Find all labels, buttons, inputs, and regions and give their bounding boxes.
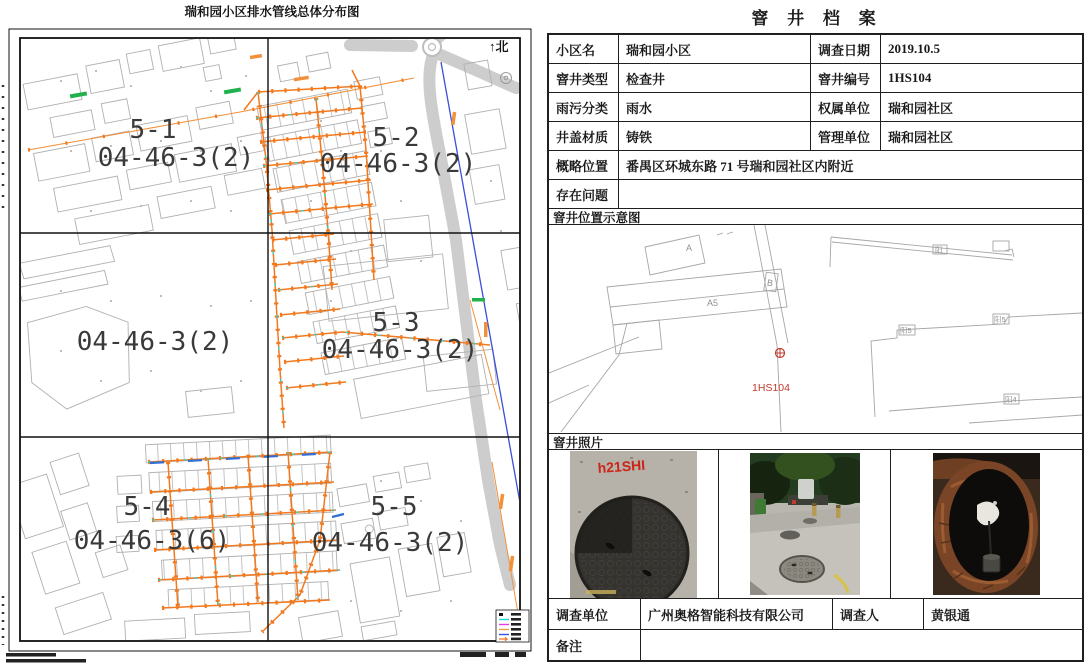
- photos-row: [549, 450, 1082, 599]
- field-label: 存在问题: [549, 180, 619, 208]
- archive-title: 窨 井 档 案: [751, 9, 883, 28]
- pipeline-map-panel: [0, 0, 544, 664]
- field-label: 备注: [549, 630, 641, 660]
- photo-cell: [891, 450, 1082, 598]
- table-row: [549, 151, 1082, 180]
- section-id: 5-5: [370, 492, 418, 522]
- roundabout: [423, 38, 441, 56]
- field-label: 井盖材质: [549, 122, 619, 150]
- sketch-building-label: A5: [707, 298, 719, 308]
- sketch-building-label: 阳4: [1005, 395, 1017, 404]
- section-id: 5-3: [372, 308, 420, 338]
- section-code: 04-46-3(6): [73, 526, 231, 556]
- field-label: 概略位置: [549, 151, 619, 179]
- field-value: 铸铁: [619, 122, 811, 150]
- section-id: 5-1: [129, 115, 177, 145]
- graffiti-text: h21SHI: [597, 456, 646, 476]
- field-label: 窨井类型: [549, 64, 619, 92]
- field-value: 瑞和园小区: [619, 35, 811, 63]
- table-row: [549, 35, 1082, 64]
- sketch-map: [549, 225, 1082, 433]
- buildings-mid-left: [15, 207, 496, 434]
- pipeline-map-drawing: [0, 0, 544, 664]
- photos-header: 窨井照片: [549, 434, 1082, 450]
- section-code: 04-46-3(2): [321, 335, 479, 365]
- field-value: 广州奥格智能科技有限公司: [641, 599, 833, 629]
- section-code: 04-46-3(2): [311, 528, 469, 558]
- sketch-building-label: 阳: [935, 245, 943, 255]
- photo-manhole-cover-closeup: [570, 451, 697, 598]
- field-label: 窨井编号: [811, 64, 881, 92]
- sketch-building-label: 阳5: [900, 326, 912, 335]
- field-value: 瑞和园社区: [888, 100, 954, 116]
- archive-table: [547, 33, 1084, 662]
- section-code: 04-46-3(2): [97, 143, 255, 173]
- section-code: 04-46-3(2): [319, 149, 477, 179]
- field-value: 雨水: [619, 93, 811, 121]
- north-arrow: ↑北: [489, 39, 509, 54]
- manhole-marker: [776, 349, 785, 358]
- map-title: 瑞和园小区排水管线总体分布图: [184, 5, 360, 19]
- section-code: 04-46-3(2): [76, 327, 234, 357]
- field-label: 调查人: [833, 599, 924, 629]
- table-row: [549, 93, 1082, 122]
- field-value: 2019.10.5: [888, 41, 940, 56]
- photo-well-interior: [933, 453, 1040, 595]
- field-label: 调查日期: [811, 35, 881, 63]
- table-row: [549, 64, 1082, 93]
- field-value: 检查井: [619, 64, 811, 92]
- photo-road-with-manholes: [750, 453, 860, 595]
- manhole-marker-label: 1HS104: [752, 382, 790, 394]
- section-id: 5-4: [123, 492, 171, 522]
- table-row: [549, 180, 1082, 209]
- table-row: [549, 630, 1082, 660]
- field-label: 雨污分类: [549, 93, 619, 121]
- field-value: 瑞和园社区: [888, 129, 954, 145]
- field-value: 黄银通: [931, 607, 971, 623]
- table-row: [549, 599, 1082, 630]
- section-id: 5-2: [372, 123, 420, 153]
- map-legend: [496, 610, 529, 642]
- sketch-building-label: A: [686, 243, 693, 253]
- field-label: 调查单位: [549, 599, 641, 629]
- sketch-building-label: 阳5: [994, 315, 1006, 324]
- field-value: 1HS104: [888, 70, 932, 85]
- photo-cell: [549, 450, 719, 598]
- sketch-header: 窨井位置示意图: [549, 209, 1082, 225]
- field-value: 番禺区环城东路 71 号瑞和园社区内附近: [626, 158, 854, 174]
- field-label: 小区名: [549, 35, 619, 63]
- manhole-archive-panel: [546, 0, 1088, 664]
- field-label: 权属单位: [811, 93, 881, 121]
- field-value: [641, 630, 1082, 660]
- sketch-building-label: B: [766, 277, 774, 289]
- sketch-row: [549, 225, 1082, 434]
- table-row: [549, 122, 1082, 151]
- field-label: 管理单位: [811, 122, 881, 150]
- field-value: [619, 180, 1082, 208]
- photo-cell: [719, 450, 891, 598]
